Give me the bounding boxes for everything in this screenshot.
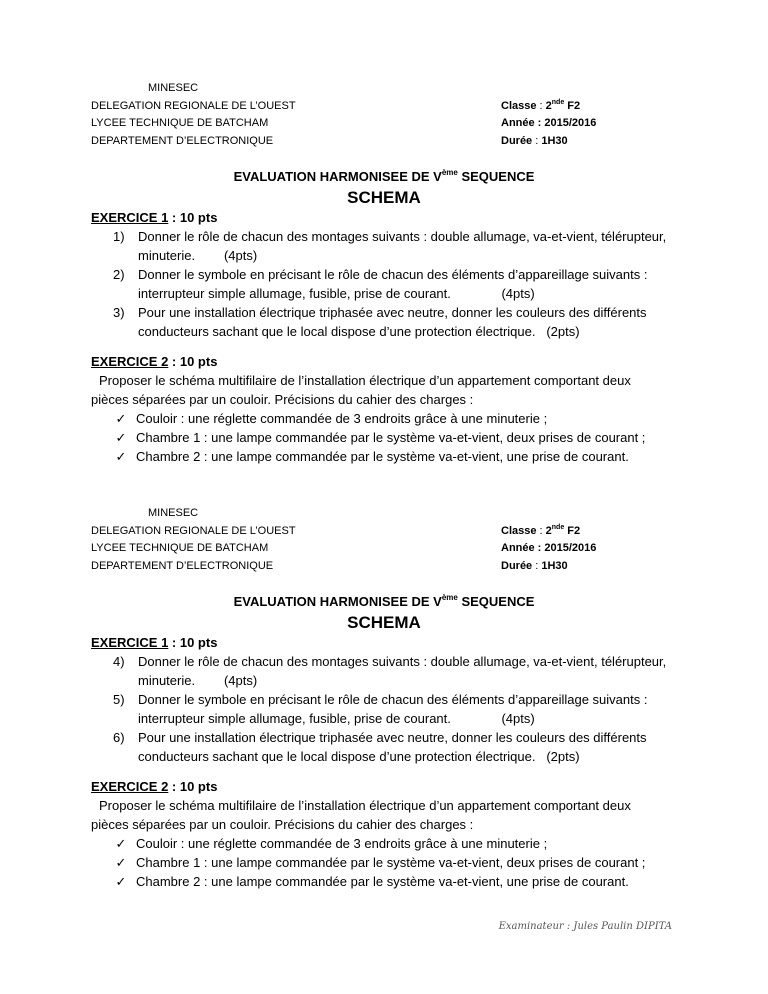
question-text: Donner le rôle de chacun des montages suivants : double allumage, va-et-vient, télérupteur, xyxy=(138,654,667,669)
question-number: 4) xyxy=(113,654,125,669)
duree-line xyxy=(501,558,596,576)
question-item xyxy=(91,652,691,690)
duree-value: 1H30 xyxy=(541,134,568,147)
exercise-2-intro: Proposer le schéma multifilaire de l’installation électrique d’un appartement comportant deux xyxy=(99,798,631,813)
requirement-text: Couloir : une réglette commandée de 3 endroits grâce à une minuterie ; xyxy=(136,836,548,851)
exam-title-pre: EVALUATION HARMONISEE DE V xyxy=(233,169,442,184)
exam-subject: SCHEMA xyxy=(347,613,421,632)
requirement-item xyxy=(91,834,691,853)
exercise-2-intro: pièces séparées par un couloir. Précisions du cahier des charges : xyxy=(91,392,474,407)
exam-title-post: SEQUENCE xyxy=(457,169,535,184)
classe-value-post: F2 xyxy=(564,99,581,112)
exam-subject: SCHEMA xyxy=(347,188,421,207)
annee-line: Année : 2015/2016 xyxy=(501,542,597,554)
question-text: Pour une installation électrique triphasée avec neutre, donner les couleurs des différents xyxy=(138,305,647,320)
exercise-1-heading xyxy=(91,633,691,652)
exam-info-block xyxy=(501,523,596,576)
question-text: Donner le rôle de chacun des montages suivants : double allumage, va-et-vient, télérupteur, xyxy=(138,229,667,244)
requirement-item xyxy=(91,409,691,428)
exam-copy-1 xyxy=(0,80,768,520)
ministry: MINESEC xyxy=(148,507,199,519)
classe-sep: : xyxy=(536,524,546,537)
annee-line: Année : 2015/2016 xyxy=(501,117,597,129)
question-number: 5) xyxy=(113,692,125,707)
exercise-2 xyxy=(91,352,691,466)
requirement-item xyxy=(91,872,691,891)
requirement-text: Chambre 2 : une lampe commandée par le système va-et-vient, une prise de courant. xyxy=(136,449,629,464)
school-name: LYCEE TECHNIQUE DE BATCHAM xyxy=(91,117,269,129)
exercise-1-label: EXERCICE 1 xyxy=(91,210,169,225)
question-number: 6) xyxy=(113,730,125,745)
delegation: DELEGATION REGIONALE DE L’OUEST xyxy=(91,524,296,537)
question-text: conducteurs sachant que le local dispose d’une protection électrique. (2pts) xyxy=(138,749,580,764)
question-item xyxy=(91,303,691,341)
exam-title xyxy=(0,594,768,609)
duree-label: Durée xyxy=(501,134,533,147)
duree-sep: : xyxy=(532,134,542,147)
requirement-text: Chambre 1 : une lampe commandée par le système va-et-vient, deux prises de courant ; xyxy=(136,855,646,870)
requirement-text: Couloir : une réglette commandée de 3 endroits grâce à une minuterie ; xyxy=(136,411,548,426)
question-text: minuterie. (4pts) xyxy=(138,673,258,688)
classe-line xyxy=(501,98,596,116)
exercise-1 xyxy=(91,208,691,341)
question-text: minuterie. (4pts) xyxy=(138,248,258,263)
classe-value-sup: nde xyxy=(551,98,565,106)
exam-title xyxy=(0,169,768,184)
checkmark-icon: ✓ xyxy=(115,874,127,889)
exercise-2-points: : 10 pts xyxy=(168,779,218,794)
classe-sep: : xyxy=(536,99,546,112)
department: DEPARTEMENT D’ELECTRONIQUE xyxy=(91,559,274,572)
checkmark-icon: ✓ xyxy=(115,449,127,464)
question-text: Pour une installation électrique triphasée avec neutre, donner les couleurs des différents xyxy=(138,730,647,745)
exam-title-sup: ème xyxy=(441,168,458,177)
exercise-2-points: : 10 pts xyxy=(168,354,218,369)
exam-info-block xyxy=(501,98,596,151)
exercise-2-intro: Proposer le schéma multifilaire de l’installation électrique d’un appartement comportant deux xyxy=(99,373,631,388)
checkmark-icon: ✓ xyxy=(115,430,127,445)
question-item xyxy=(91,265,691,303)
exercise-1-heading xyxy=(91,208,691,227)
institution-block xyxy=(91,80,296,150)
exam-title-sup: ème xyxy=(441,593,458,602)
exam-title-post: SEQUENCE xyxy=(457,594,535,609)
ministry: MINESEC xyxy=(148,82,199,94)
question-item xyxy=(91,227,691,265)
question-item xyxy=(91,728,691,766)
exercise-1-points: : 10 pts xyxy=(168,210,218,225)
question-item xyxy=(91,690,691,728)
classe-value-post: F2 xyxy=(564,524,581,537)
classe-line xyxy=(501,523,596,541)
institution-block xyxy=(91,505,296,575)
exercise-2 xyxy=(91,777,691,891)
duree-value: 1H30 xyxy=(541,559,568,572)
checkmark-icon: ✓ xyxy=(115,411,127,426)
question-text: interrupteur simple allumage, fusible, prise de courant. (4pts) xyxy=(138,711,535,726)
question-number: 2) xyxy=(113,267,125,282)
question-number: 3) xyxy=(113,305,125,320)
exercise-2-label: EXERCICE 2 xyxy=(91,779,169,794)
requirement-item xyxy=(91,447,691,466)
exam-copy-2 xyxy=(0,505,768,945)
exercise-1-points: : 10 pts xyxy=(168,635,218,650)
exercise-1-label: EXERCICE 1 xyxy=(91,635,169,650)
requirement-item xyxy=(91,428,691,447)
exercise-2-heading xyxy=(91,352,691,371)
classe-label: Classe xyxy=(501,99,537,112)
requirement-text: Chambre 2 : une lampe commandée par le système va-et-vient, une prise de courant. xyxy=(136,874,629,889)
classe-value-sup: nde xyxy=(551,523,565,531)
delegation: DELEGATION REGIONALE DE L’OUEST xyxy=(91,99,296,112)
examiner-signature: Examinateur : Jules Paulin DIPITA xyxy=(498,921,672,932)
classe-value-pre: 2 xyxy=(545,524,552,537)
exercise-2-intro: pièces séparées par un couloir. Précisions du cahier des charges : xyxy=(91,817,474,832)
duree-sep: : xyxy=(532,559,542,572)
exercise-2-label: EXERCICE 2 xyxy=(91,354,169,369)
checkmark-icon: ✓ xyxy=(115,855,127,870)
question-text: Donner le symbole en précisant le rôle de chacun des éléments d’appareillage suivants : xyxy=(138,267,648,282)
department: DEPARTEMENT D’ELECTRONIQUE xyxy=(91,134,274,147)
classe-value-pre: 2 xyxy=(545,99,552,112)
question-text: interrupteur simple allumage, fusible, prise de courant. (4pts) xyxy=(138,286,535,301)
question-number: 1) xyxy=(113,229,125,244)
exercise-1 xyxy=(91,633,691,766)
requirement-text: Chambre 1 : une lampe commandée par le système va-et-vient, deux prises de courant ; xyxy=(136,430,646,445)
question-text: conducteurs sachant que le local dispose d’une protection électrique. (2pts) xyxy=(138,324,580,339)
classe-label: Classe xyxy=(501,524,537,537)
question-text: Donner le symbole en précisant le rôle de chacun des éléments d’appareillage suivants : xyxy=(138,692,648,707)
duree-label: Durée xyxy=(501,559,533,572)
duree-line xyxy=(501,133,596,151)
checkmark-icon: ✓ xyxy=(115,836,127,851)
school-name: LYCEE TECHNIQUE DE BATCHAM xyxy=(91,542,269,554)
exercise-2-heading xyxy=(91,777,691,796)
requirement-item xyxy=(91,853,691,872)
exam-title-pre: EVALUATION HARMONISEE DE V xyxy=(233,594,442,609)
